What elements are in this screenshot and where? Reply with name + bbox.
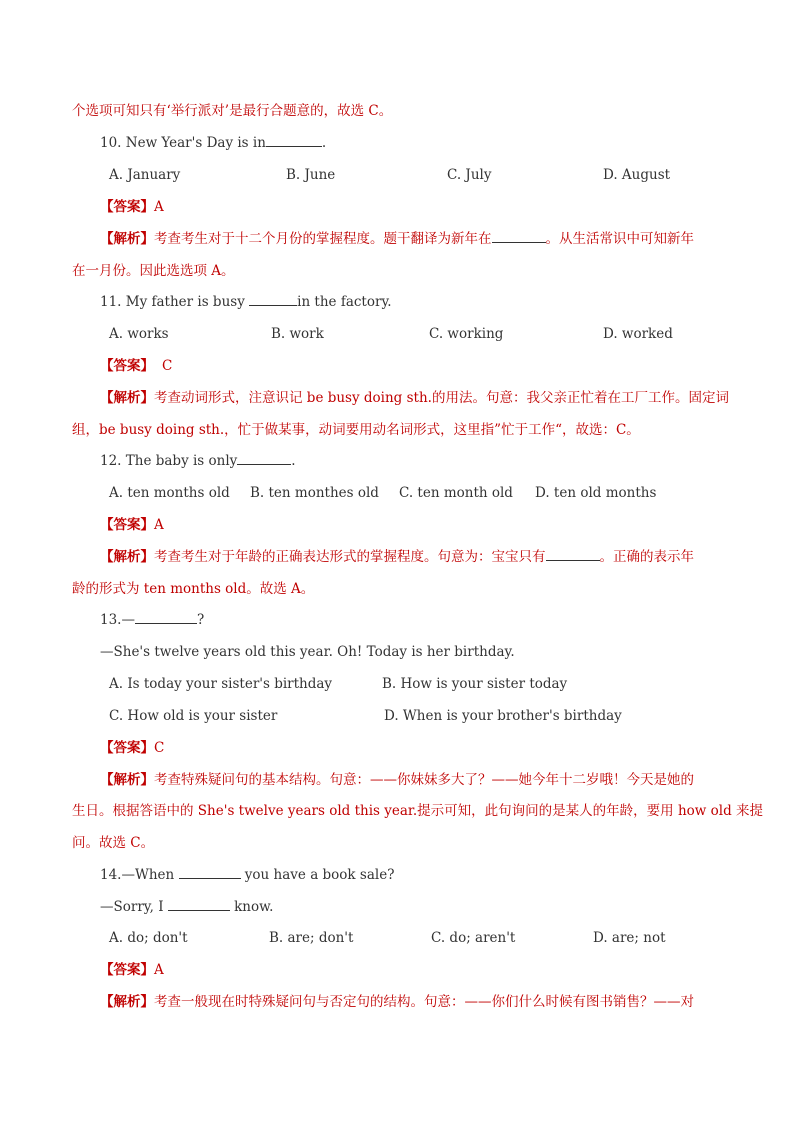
q13-stem: 13.— ?	[100, 612, 205, 628]
q11-analysis-line2: 组，be busy doing sth.，忙于做某事，动词要用动名词形式，这里指”忙于工作“，故选：C。	[72, 422, 640, 438]
q11-option-c: C. working	[429, 326, 504, 342]
q10-stem: 10. New Year's Day is in .	[100, 135, 327, 151]
answer-blank	[492, 229, 546, 243]
q11-options	[72, 323, 722, 345]
answer-blank	[237, 451, 291, 465]
q10-option-c: C. July	[447, 167, 492, 183]
q11-option-b: B. work	[271, 326, 324, 342]
q13-option-d: D. When is your brother's birthday	[384, 708, 622, 724]
answer-blank	[135, 610, 197, 624]
q12-option-c: C. ten month old	[399, 485, 513, 501]
q12-option-d: D. ten old months	[535, 485, 657, 501]
q12-options	[72, 482, 722, 504]
q14-option-b: B. are; don't	[269, 930, 354, 946]
q12-option-a: A. ten months old	[109, 485, 230, 501]
q11-stem: 11. My father is busy in the factory.	[100, 294, 392, 310]
q13-option-c: C. How old is your sister	[109, 708, 278, 724]
q13-response: —She's twelve years old this year. Oh! Today is her birthday.	[100, 644, 515, 660]
q12-analysis-line2: 龄的形式为 ten months old。故选 A。	[72, 581, 315, 597]
q14-option-d: D. are; not	[593, 930, 666, 946]
answer-blank	[168, 897, 230, 911]
q13-analysis-line3: 问。故选 C。	[72, 835, 155, 851]
q12-option-b: B. ten monthes old	[250, 485, 379, 501]
q13-option-a: A. Is today your sister's birthday	[109, 676, 333, 692]
q10-option-a: A. January	[109, 167, 181, 183]
q13-analysis-line1: 【解析】考查特殊疑问句的基本结构。句意：——你妹妹多大了？——她今年十二岁哦！今天是她的	[100, 772, 694, 788]
q13-option-b: B. How is your sister today	[382, 676, 568, 692]
q12-answer: 【答案】A	[100, 517, 164, 533]
answer-blank	[266, 133, 322, 147]
q13-options-row1	[72, 673, 722, 695]
q10-option-d: D. August	[603, 167, 671, 183]
q10-options	[72, 164, 722, 186]
q13-options-row2	[72, 705, 722, 727]
q11-analysis-line1: 【解析】考查动词形式，注意识记 be busy doing sth.的用法。句意：我父亲正忙着在工厂工作。固定词	[100, 390, 729, 406]
q11-option-a: A. works	[109, 326, 169, 342]
q12-stem: 12. The baby is only .	[100, 453, 296, 469]
q10-option-b: B. June	[286, 167, 336, 183]
q14-option-c: C. do; aren't	[431, 930, 516, 946]
q14-stem: 14.—When you have a book sale?	[100, 867, 395, 883]
q12-analysis-line1: 【解析】考查考生对于年龄的正确表达形式的掌握程度。句意为：宝宝只有 。正确的表示年	[100, 549, 694, 565]
q14-analysis-line1: 【解析】考查一般现在时特殊疑问句与否定句的结构。句意：——你们什么时候有图书销售？——对	[100, 994, 694, 1010]
q13-answer: 【答案】C	[100, 740, 165, 756]
answer-blank	[546, 547, 600, 561]
q11-answer: 【答案】 C	[100, 358, 173, 374]
q10-analysis-line2: 在一月份。因此选选项 A。	[72, 263, 235, 279]
q13-analysis-line2: 生日。根据答语中的 She's twelve years old this year.提示可知，此句询问的是某人的年龄，要用 how old 来提	[72, 803, 764, 819]
q14-option-a: A. do; don't	[109, 930, 188, 946]
q10-analysis-line1: 【解析】考查考生对于十二个月份的掌握程度。题干翻译为新年在 。从生活常识中可知新年	[100, 231, 694, 247]
q9-analysis-end: 个选项可知只有‘举行派对’是最行合题意的，故选 C。	[72, 103, 393, 119]
q11-option-d: D. worked	[603, 326, 673, 342]
q14-answer: 【答案】A	[100, 962, 164, 978]
q14-response: —Sorry, I know.	[100, 899, 274, 915]
q14-options	[72, 927, 722, 949]
answer-blank	[179, 865, 241, 879]
q10-answer: 【答案】A	[100, 199, 164, 215]
answer-blank	[249, 292, 297, 306]
